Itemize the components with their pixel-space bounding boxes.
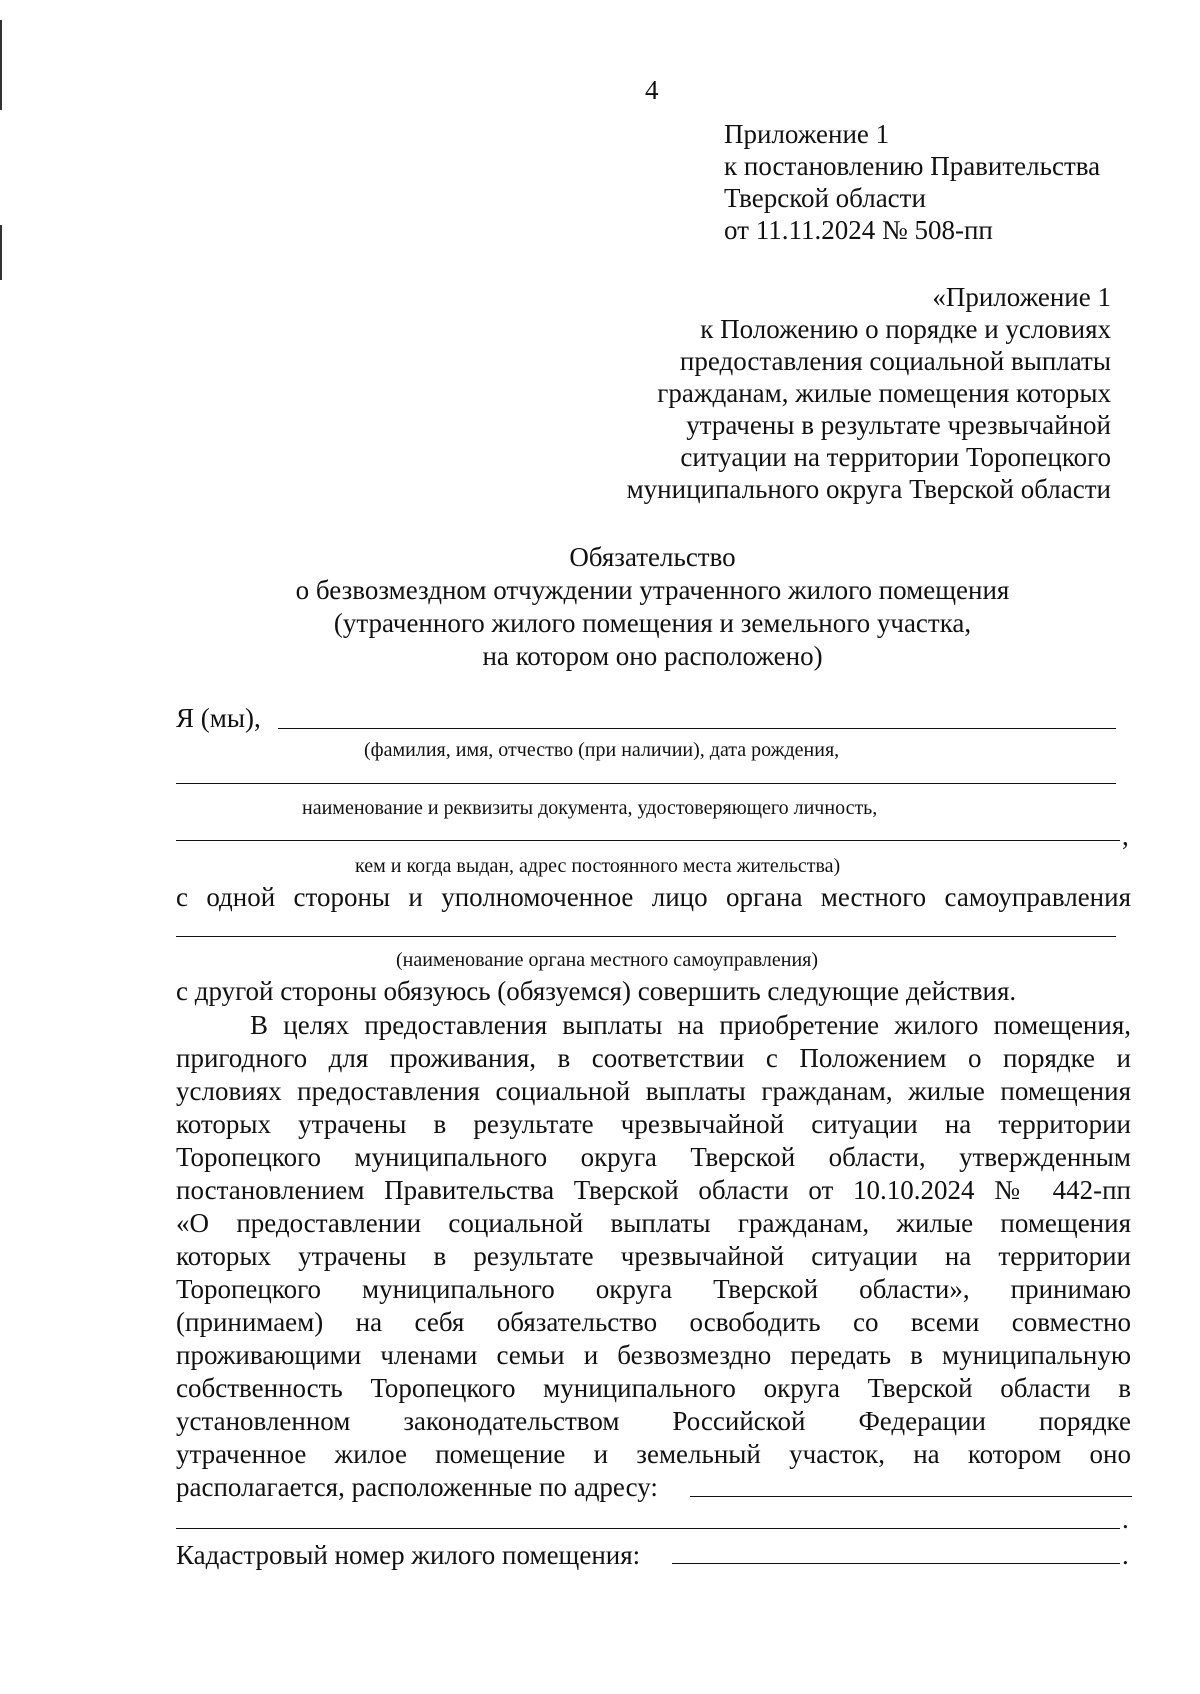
document-title: Обязательство (569, 542, 736, 572)
document-subtitle-line4: на котором оно расположено) (482, 641, 823, 671)
paragraph-line-12: собственность Торопецкого муниципального округа Тверской области в (176, 1373, 1131, 1403)
paragraph-line-3: условиях предоставления социальной выплаты гражданам, жилые помещения (176, 1076, 1131, 1106)
caption-authority: (наименование органа местного самоуправления) (396, 949, 819, 971)
paragraph-line-8: которых утрачены в результате чрезвычайной ситуации на территории (176, 1241, 1131, 1271)
other-side-text: с другой стороны обязуюсь (обязуемся) совершить следующие действия. (176, 976, 1017, 1006)
paragraph-line-2: пригодного для проживания, в соответствии с Положением о порядке и (176, 1043, 1131, 1073)
appendix-header-line4: от 11.11.2024 № 508-пп (724, 215, 993, 245)
paragraph-line-9: Торопецкого муниципального округа Тверской области», принимаю (176, 1274, 1131, 1304)
appendix-header-line3: Тверской области (724, 183, 926, 213)
document-subtitle-line2: о безвозмездном отчуждении утраченного жилого помещения (295, 575, 1010, 605)
one-side-text: с одной стороны и уполномоченное лицо органа местного самоуправления (176, 882, 1131, 912)
cadastral-field-line[interactable] (672, 1563, 1120, 1564)
document-field-line[interactable] (176, 783, 1116, 784)
cadastral-period: . (1122, 1540, 1129, 1570)
inner-appendix-line4: гражданам, жилые помещения которых (657, 378, 1111, 408)
address-field-line-2[interactable] (176, 1528, 1120, 1529)
caption-name: (фамилия, имя, отчество (при наличии), дата рождения, (364, 739, 840, 761)
inner-appendix-line3: предоставления социальной выплаты (679, 346, 1111, 376)
inner-appendix-line1: «Приложение 1 (932, 282, 1111, 312)
address-field-line-1[interactable] (690, 1496, 1132, 1497)
paragraph-line-10: (принимаем) на себя обязательство освободить со всеми совместно (176, 1307, 1131, 1337)
inner-appendix-line6: ситуации на территории Торопецкого (680, 442, 1111, 472)
inner-appendix-line5: утрачены в результате чрезвычайной (686, 410, 1111, 440)
name-field-line[interactable] (278, 728, 1116, 729)
caption-document: наименование и реквизиты документа, удостоверяющего личность, (302, 797, 878, 819)
scan-edge-mark (0, 20, 2, 110)
address-period: . (1122, 1504, 1129, 1534)
appendix-header-line1: Приложение 1 (724, 119, 890, 149)
address-label: располагается, расположенные по адресу: (176, 1472, 658, 1502)
issued-comma: , (1122, 821, 1129, 851)
authority-field-line[interactable] (176, 936, 1116, 937)
issued-field-line[interactable] (176, 840, 1120, 841)
paragraph-line-14: утраченное жилое помещение и земельный участок, на котором оно (176, 1439, 1131, 1469)
paragraph-line-7: «О предоставлении социальной выплаты гражданам, жилые помещения (176, 1208, 1131, 1238)
page-number: 4 (645, 75, 659, 105)
we-label: Я (мы), (176, 703, 261, 733)
cadastral-label: Кадастровый номер жилого помещения: (176, 1540, 641, 1570)
scan-edge-mark (0, 225, 2, 280)
paragraph-line-5: Торопецкого муниципального округа Тверской области, утвержденным (176, 1142, 1131, 1172)
paragraph-line-1: В целях предоставления выплаты на приобретение жилого помещения, (250, 1010, 1131, 1040)
document-subtitle-line3: (утраченного жилого помещения и земельного участка, (333, 608, 972, 638)
paragraph-line-13: установленном законодательством Российской Федерации порядке (176, 1406, 1131, 1436)
inner-appendix-line7: муниципального округа Тверской области (626, 474, 1111, 504)
caption-issued: кем и когда выдан, адрес постоянного места жительства) (355, 855, 841, 877)
appendix-header-line2: к постановлению Правительства (724, 151, 1101, 181)
paragraph-line-4: которых утрачены в результате чрезвычайной ситуации на территории (176, 1109, 1131, 1139)
paragraph-line-6: постановлением Правительства Тверской области от 10.10.2024 № 442-пп (176, 1175, 1131, 1205)
paragraph-line-11: проживающими членами семьи и безвозмездно передать в муниципальную (176, 1340, 1131, 1370)
inner-appendix-line2: к Положению о порядке и условиях (700, 314, 1111, 344)
